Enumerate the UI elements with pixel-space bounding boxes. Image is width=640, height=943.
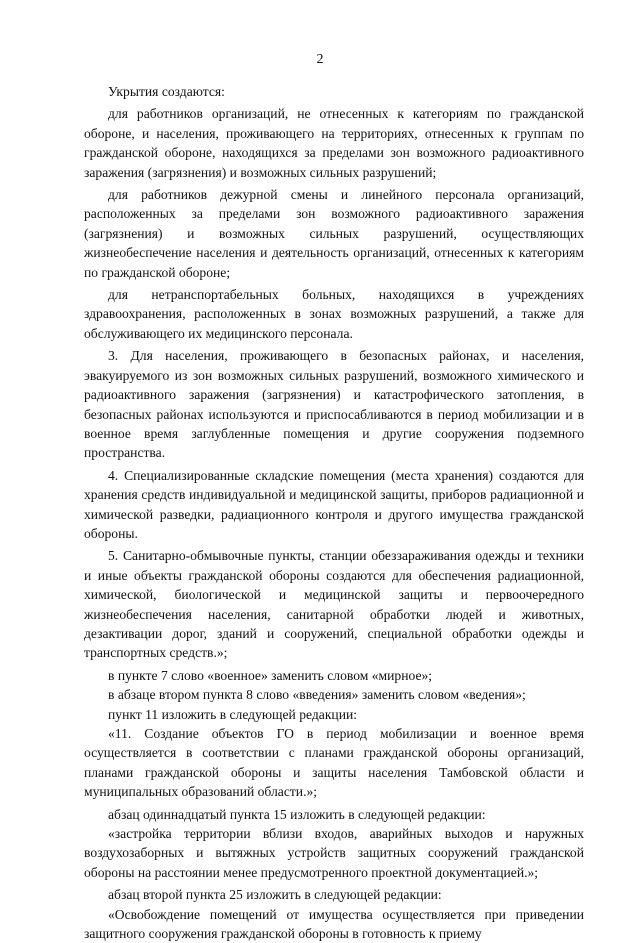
paragraph-shelters-intro: Укрытия создаются: (108, 84, 225, 99)
paragraph-amend-11-intro: пункт 11 изложить в следующей редакции: (108, 706, 358, 722)
paragraph-item-4: 4. Специализированные складские помещения (места хранения) создаются для хранения средств индивидуальной и медицинской защиты, приборов радиационной и химической разведки, радиационного контроля и другого имущества гражданской обороны. (84, 467, 584, 541)
paragraph-amend-8: в абзаце втором пункта 8 слово «введения» заменить словом «ведения»; (108, 687, 526, 703)
paragraph-amend-7: в пункте 7 слово «военное» заменить словом «мирное»; (108, 667, 433, 683)
paragraph-item-5: 5. Санитарно-обмывочные пункты, станции обеззараживания одежды и техники и иные объекты гражданской обороны создаются для обеспечения радиационной, химической, биологической и медицинской защиты и первоочередного жизнеобеспечения населения, санитарной обработки людей и животных, дезактивации дорог, зданий и сооружений, специальной обработки одежды и транспортных средств.»; (84, 548, 584, 661)
paragraph-amend-11-text: «11. Создание объектов ГО в период мобилизации и военное время осуществляется в соответствии с планами гражданской обороны организаций, планами гражданской обороны и защиты населения Тамбовской области и муниципальных образований области.»; (84, 726, 584, 800)
page-number: 2 (316, 52, 324, 67)
paragraph-patients: для нетранспортабельных больных, находящихся в учреждениях здравоохранения, расположенных в зонах возможных разрушений, а также для обслуживающего их медицинского персонала. (84, 287, 584, 341)
paragraph-duty-shift: для работников дежурной смены и линейного персонала организаций, расположенных за пределами зон возможного радиоактивного заражения (загрязнения) и возможных сильных разрушений, осуществляющих жизнеобеспечение населения и деятельность организаций, отнесенных к категориям по гражданской обороне; (84, 187, 584, 280)
paragraph-amend-25-text: «Освобождение помещений от имущества осуществляется при приведении защитного сооружения гражданской обороны в готовность к приему (84, 906, 584, 942)
paragraph-amend-15-text: «застройка территории вблизи входов, аварийных выходов и наружных воздухозаборных и вытяжных устройств защитных сооружений гражданской обороны на расстоянии менее предусмотренного проектной документацией.»; (84, 826, 584, 880)
paragraph-amend-25-intro: абзац второй пункта 25 изложить в следующей редакции: (108, 887, 442, 903)
paragraph-org-workers: для работников организаций, не отнесенных к категориям по гражданской обороне, и населения, проживающего на территориях, отнесенных к группам по гражданской обороне, находящихся за пределами зон возможного радиоактивного заражения (загрязнения) и возможных сильных разрушений; (84, 106, 584, 180)
paragraph-item-3: 3. Для населения, проживающего в безопасных районах, и населения, эвакуируемого из зон возможных сильных разрушений, возможного химического и радиоактивного заражения (загрязнения) и катастрофического затопления, в безопасных районах используются и приспосабливаются в период мобилизации и в военное время заглубленные помещения и другие сооружения подземного пространства. (84, 348, 584, 461)
paragraph-amend-15-intro: абзац одиннадцатый пункта 15 изложить в следующей редакции: (108, 806, 486, 822)
document-body (84, 82, 584, 943)
